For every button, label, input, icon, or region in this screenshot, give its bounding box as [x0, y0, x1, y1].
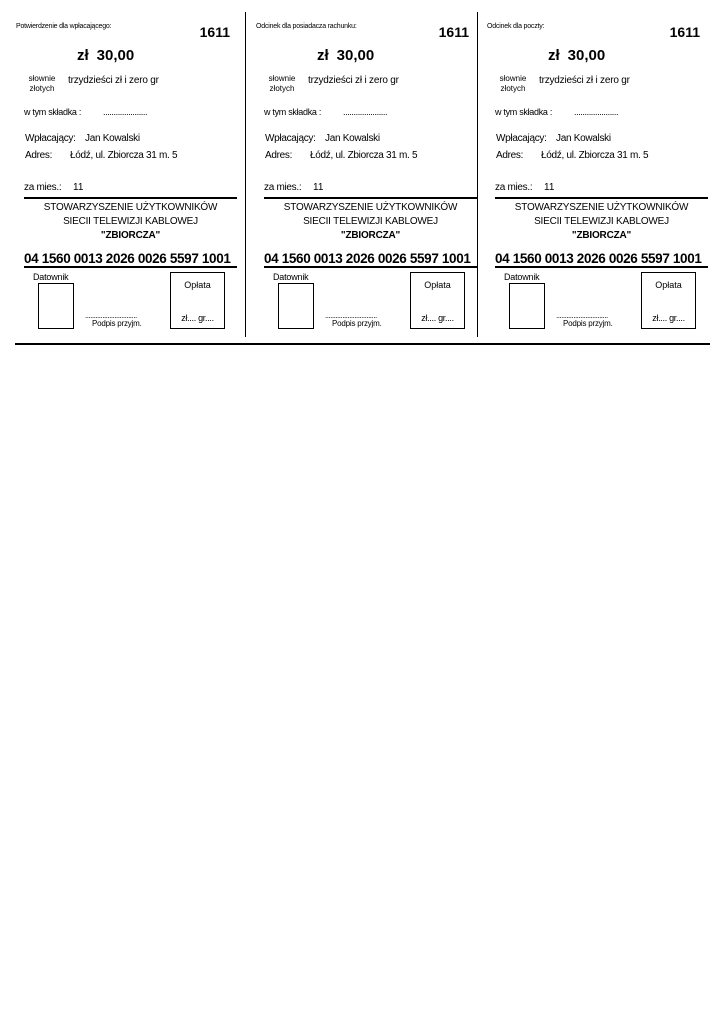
amount-in-words-label: słownie złotych	[268, 74, 296, 93]
fee-value: zł.... gr....	[421, 313, 454, 323]
coupon-account-holder	[255, 12, 477, 342]
amount	[548, 47, 605, 64]
payer-label: Wpłacający:	[265, 133, 316, 144]
month-label: za mies.:	[24, 182, 62, 193]
fee-box	[170, 272, 225, 329]
coupon-number: 1611	[199, 24, 230, 40]
amount-value: 30,00	[96, 47, 135, 64]
separator-rule	[24, 197, 237, 199]
coupon-number: 1611	[669, 24, 700, 40]
amount-value: 30,00	[567, 47, 606, 64]
coupon-post-office	[486, 12, 708, 342]
date-stamp-box	[509, 283, 545, 329]
contribution-value: .....................	[343, 107, 388, 117]
fee-label: Opłata	[655, 280, 682, 290]
date-stamp-box	[38, 283, 74, 329]
payer-name: Jan Kowalski	[556, 133, 611, 144]
recipient-line-3: "ZBIORCZA"	[340, 230, 401, 241]
address-label: Adres:	[265, 150, 293, 161]
recipient-line-2: SIECII TELEWIZJI KABLOWEJ	[63, 216, 198, 227]
signature-label: Podpis przyjm.	[563, 319, 613, 328]
address-label: Adres:	[496, 150, 524, 161]
address-label: Adres:	[25, 150, 53, 161]
contribution-value: .....................	[574, 107, 619, 117]
payer-name: Jan Kowalski	[85, 133, 140, 144]
account-number: 04 1560 0013 2026 0026 5597 1001	[264, 251, 471, 266]
amount-value: 30,00	[336, 47, 375, 64]
contribution-label: w tym składka :	[264, 107, 322, 117]
recipient-line-2: SIECII TELEWIZJI KABLOWEJ	[303, 216, 438, 227]
currency: zł	[317, 47, 329, 64]
coupon-header: Odcinek dla poczty:	[487, 23, 545, 30]
separator-rule	[495, 197, 708, 199]
separator-rule	[495, 266, 708, 268]
recipient-line-1: STOWARZYSZENIE UŻYTKOWNIKÓW	[283, 202, 458, 213]
month-label: za mies.:	[264, 182, 302, 193]
payer-label: Wpłacający:	[25, 133, 76, 144]
separator-rule	[264, 197, 477, 199]
fee-value: zł.... gr....	[652, 313, 685, 323]
coupon-payer-confirmation	[15, 12, 237, 342]
separator-rule	[264, 266, 477, 268]
payer-label: Wpłacający:	[496, 133, 547, 144]
signature-label: Podpis przyjm.	[332, 319, 382, 328]
amount	[77, 47, 134, 64]
fee-box	[641, 272, 696, 329]
amount-in-words-label: słownie złotych	[28, 74, 56, 93]
contribution-label: w tym składka :	[495, 107, 553, 117]
recipient-line-1: STOWARZYSZENIE UŻYTKOWNIKÓW	[514, 202, 689, 213]
amount-in-words: trzydzieści zł i zero gr	[539, 75, 630, 86]
fee-box	[410, 272, 465, 329]
fee-label: Opłata	[184, 280, 211, 290]
signature-line: ..............................	[85, 311, 137, 320]
account-number: 04 1560 0013 2026 0026 5597 1001	[24, 251, 231, 266]
coupon-divider	[477, 12, 478, 337]
contribution-value: .....................	[103, 107, 148, 117]
fee-value: zł.... gr....	[181, 313, 214, 323]
contribution-label: w tym składka :	[24, 107, 82, 117]
month-value: 11	[544, 182, 555, 193]
address: Łódź, ul. Zbiorcza 31 m. 5	[70, 150, 178, 161]
date-stamp-box	[278, 283, 314, 329]
coupon-header: Potwierdzenie dla wpłacającego:	[16, 23, 112, 30]
currency: zł	[548, 47, 560, 64]
coupon-divider	[245, 12, 246, 337]
amount-in-words: trzydzieści zł i zero gr	[68, 75, 159, 86]
amount	[317, 47, 374, 64]
account-number: 04 1560 0013 2026 0026 5597 1001	[495, 251, 702, 266]
address: Łódź, ul. Zbiorcza 31 m. 5	[310, 150, 418, 161]
payer-name: Jan Kowalski	[325, 133, 380, 144]
month-label: za mies.:	[495, 182, 533, 193]
amount-in-words-label: słownie złotych	[499, 74, 527, 93]
payment-slip-sheet	[15, 12, 710, 345]
signature-line: ..............................	[325, 311, 377, 320]
coupon-number: 1611	[438, 24, 469, 40]
date-stamp-label: Datownik	[504, 272, 540, 282]
fee-label: Opłata	[424, 280, 451, 290]
recipient-line-3: "ZBIORCZA"	[571, 230, 632, 241]
month-value: 11	[73, 182, 84, 193]
recipient-line-1: STOWARZYSZENIE UŻYTKOWNIKÓW	[43, 202, 218, 213]
amount-in-words: trzydzieści zł i zero gr	[308, 75, 399, 86]
recipient-line-3: "ZBIORCZA"	[100, 230, 161, 241]
address: Łódź, ul. Zbiorcza 31 m. 5	[541, 150, 649, 161]
currency: zł	[77, 47, 89, 64]
separator-rule	[24, 266, 237, 268]
coupon-header: Odcinek dla posiadacza rachunku:	[256, 23, 357, 30]
date-stamp-label: Datownik	[33, 272, 69, 282]
month-value: 11	[313, 182, 324, 193]
date-stamp-label: Datownik	[273, 272, 309, 282]
recipient-line-2: SIECII TELEWIZJI KABLOWEJ	[534, 216, 669, 227]
signature-line: ..............................	[556, 311, 608, 320]
signature-label: Podpis przyjm.	[92, 319, 142, 328]
